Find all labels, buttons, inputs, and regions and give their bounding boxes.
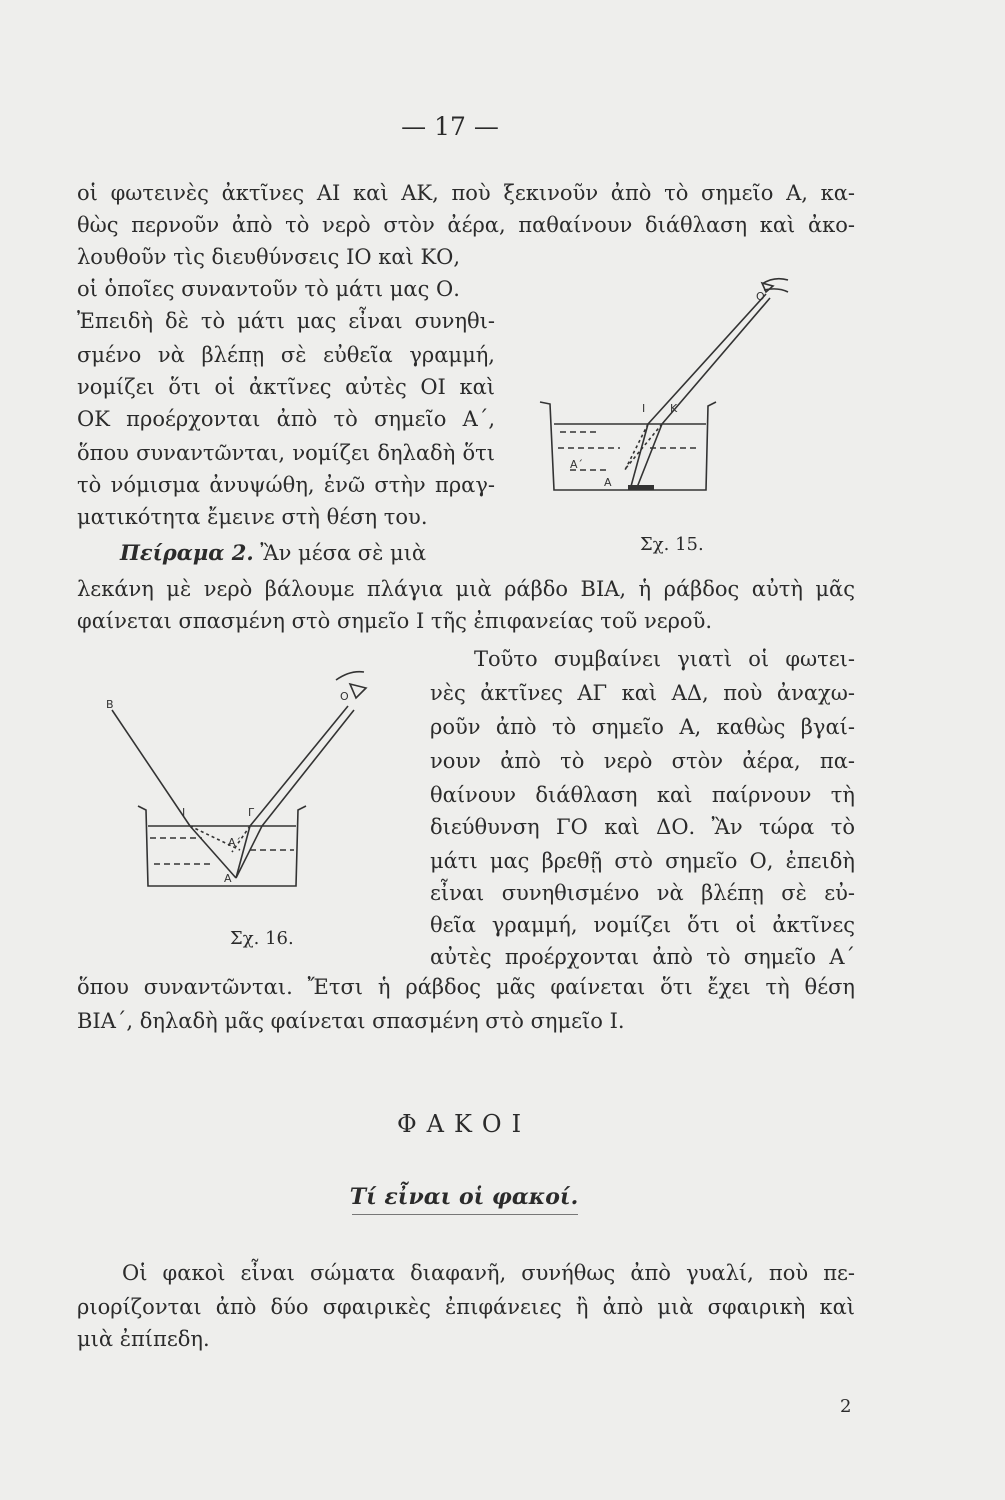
- para3-line-3: μιὰ ἐπίπεδη.: [77, 1327, 210, 1351]
- para1-line-11: ματικότητα ἔμεινε στὴ θέση του.: [77, 505, 428, 529]
- fig15-label-o: O: [756, 290, 765, 303]
- section-title: ΦΑΚΟΙ: [396, 1110, 532, 1138]
- para1-line-3: λουθοῦν τὶς διευθύνσεις ΙΟ καὶ ΚΟ,: [77, 245, 461, 269]
- eye-icon: [762, 279, 788, 292]
- rod-upper-part: [112, 710, 190, 826]
- fig16-label-g: Γ: [248, 806, 255, 819]
- fig15-label-k: K: [670, 402, 678, 415]
- subsection-underline: [352, 1214, 578, 1215]
- fig15-label-a: A: [604, 476, 612, 489]
- para2-line-4: νουν ἀπὸ τὸ νερὸ στὸν ἀέρα, πα-: [430, 749, 855, 773]
- para1-line-8: ΟΚ προέρχονται ἀπὸ τὸ σημεῖο Α΄,: [77, 407, 495, 431]
- para1-line-10: τὸ νόμισμα ἀνυψώθη, ἐνῶ στὴν πραγ-: [77, 473, 495, 497]
- fig16-caption: Σχ. 16.: [230, 928, 294, 949]
- para2-line-3: ροῦν ἀπὸ τὸ σημεῖο Α, καθὼς βγαί-: [430, 715, 855, 739]
- page-number: — 17 —: [401, 112, 499, 141]
- figure-15: [530, 272, 765, 512]
- fig16-label-i: I: [182, 806, 186, 819]
- para2-line-10: αὐτὲς προέρχονται ἀπὸ τὸ σημεῖο Α΄: [430, 945, 855, 969]
- signature-mark: 2: [840, 1396, 852, 1417]
- experiment2-line-2: λεκάνη μὲ νερὸ βάλουμε πλάγια μιὰ ράβδο ΒΙΑ, ἡ ράβδος αὐτὴ μᾶς: [77, 577, 855, 601]
- experiment2-label: Πείραμα 2.: [120, 540, 254, 565]
- eye-icon: [336, 672, 366, 703]
- para2-line-5: θαίνουν διάθλαση καὶ παίρνουν τὴ: [430, 783, 855, 807]
- para1-line-7: νομίζει ὅτι οἱ ἀκτῖνες αὐτὲς ΟΙ καὶ: [77, 375, 495, 399]
- para2-line-6: διεύθυνση ΓΟ καὶ ΔΟ. Ἂν τώρα τὸ: [430, 815, 855, 839]
- para2-full-line-2: ΒΙΑ΄, δηλαδὴ μᾶς φαίνεται σπασμένη στὸ σημεῖο Ι.: [77, 1009, 625, 1033]
- para1-line-2: θὼς περνοῦν ἀπὸ τὸ νερὸ στὸν ἀέρα, παθαίνουν διάθλαση καὶ ἀκο-: [77, 213, 855, 237]
- para3-line-2: ριορίζονται ἀπὸ δύο σφαιρικὲς ἐπιφάνειες ἢ ἀπὸ μιὰ σφαιρικὴ καὶ: [77, 1295, 855, 1319]
- fig15-label-i: I: [642, 402, 646, 415]
- fig16-label-a: A: [224, 872, 232, 885]
- fig15-caption: Σχ. 15.: [640, 534, 704, 555]
- para1-line-5: Ἐπειδὴ δὲ τὸ μάτι μας εἶναι συνηθι-: [77, 309, 495, 333]
- para1-line-1: οἱ φωτεινὲς ἀκτῖνες ΑΙ καὶ ΑΚ, ποὺ ξεκινοῦν ἀπὸ τὸ σημεῖο Α, κα-: [77, 181, 855, 205]
- para2-line-2: νὲς ἀκτῖνες ΑΓ καὶ ΑΔ, ποὺ ἀναχω-: [430, 681, 855, 705]
- fig16-label-b: B: [106, 698, 114, 711]
- para1-line-9: ὅπου συναντῶνται, νομίζει δηλαδὴ ὅτι: [77, 441, 495, 465]
- subsection-title: Τί εἶναι οἱ φακοί.: [349, 1184, 579, 1210]
- experiment2-line-1-text: Ἂν μέσα σὲ μιὰ: [260, 541, 427, 565]
- experiment2-line-3: φαίνεται σπασμένη στὸ σημεῖο Ι τῆς ἐπιφανείας τοῦ νεροῦ.: [77, 609, 713, 633]
- fig16-label-a-prime: A΄: [228, 836, 242, 849]
- para2-line-9: θεῖα γραμμή, νομίζει ὅτι οἱ ἀκτῖνες: [430, 913, 855, 937]
- para2-line-8: εἶναι συνηθισμένο νὰ βλέπῃ σὲ εὐ-: [430, 881, 855, 905]
- para3-line-1: Οἱ φακοὶ εἶναι σώματα διαφανῆ, συνήθως ἀπὸ γυαλί, ποὺ πε-: [122, 1261, 855, 1285]
- para1-line-4: οἱ ὁποῖες συναντοῦν τὸ μάτι μας Ο.: [77, 277, 460, 301]
- para2-line-7: μάτι μας βρεθῇ στὸ σημεῖο Ο, ἐπειδὴ: [430, 849, 855, 873]
- fig15-label-a-prime: A΄: [570, 458, 584, 471]
- fig16-label-o: O: [340, 690, 349, 703]
- para2-line-1: Τοῦτο συμβαίνει γιατὶ οἱ φωτει-: [474, 647, 855, 671]
- rod-lower-part: [190, 826, 236, 878]
- figure-16: [106, 660, 390, 910]
- experiment2-line-1: [120, 538, 426, 568]
- para1-line-6: σμένο νὰ βλέπῃ σὲ εὐθεῖα γραμμή,: [77, 343, 495, 367]
- para2-full-line-1: ὅπου συναντῶνται. Ἔτσι ἡ ράβδος μᾶς φαίνεται ὅτι ἔχει τὴ θέση: [77, 975, 855, 999]
